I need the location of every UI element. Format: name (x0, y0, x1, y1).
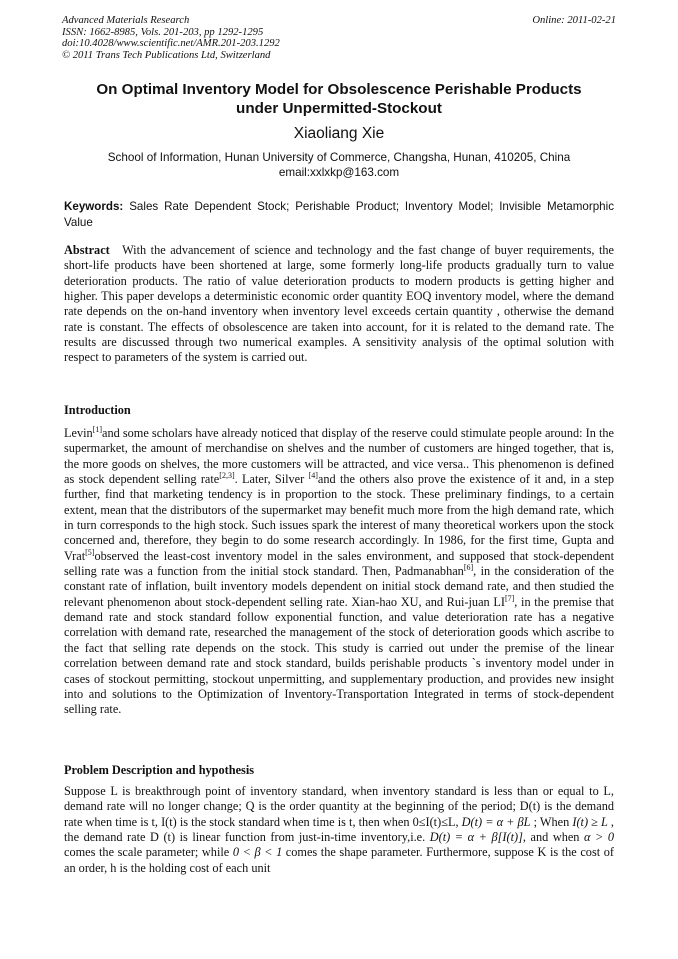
issn: ISSN: 1662-8985, Vols. 201-203, pp 1292-1295 (62, 26, 264, 38)
citation: [4] (308, 471, 318, 481)
problem-text: ; When (530, 814, 573, 829)
introduction-heading: Introduction (64, 403, 131, 417)
author-name: Xiaoliang Xie (293, 125, 385, 142)
problem-text: , the demand rate D (t) is linear function from just-in-time inventory,i.e. (64, 814, 614, 845)
problem-text: comes the shape parameter. Furthermore, suppose K is the cost of an order, h is the holding cost of each unit (64, 845, 614, 875)
problem-text: Suppose L is breakthrough point of inventory standard, when inventory standard is less than or equal to L, demand rate will no longer change; Q is the order quantity at the beginning of the period; D(t) is the demand rate when time is t, I(t) is the stock standard when time is t, then when 0≤I(t)≤L, (64, 784, 614, 829)
problem-paragraph (64, 784, 614, 876)
equation: α > 0 (584, 830, 614, 845)
citation: [2,3] (219, 471, 235, 481)
intro-text: observed the least-cost inventory model in the sales environment, and supposed that stock-dependent selling rate was a function from the initial stock standard. Then, Padmanabhan (64, 548, 614, 579)
citation: [5] (85, 547, 95, 557)
keywords (64, 199, 614, 230)
intro-text: , in the premise that demand rate and stock standard follow exponential function, and value deterioration rate has a negative correlation with demand rate, researched the management of the stock of deterioration goods which ascribe to the fact that selling rate depends on the stock. This study is carried out under the premise of the linear correlation between demand rate and stock standard, builds perishable products `s inventory model under in cases of stockout permitting, stockout unpermitting, and supplementary production, and provides new insight into and solutions to the Optimization of Inventory-Transportation Integrated in terms of stock-dependent selling rate. (64, 594, 614, 717)
affiliation: School of Information, Hunan University of Commerce, Changsha, Hunan, 410205, China (107, 151, 571, 164)
copyright: © 2011 Trans Tech Publications Ltd, Switzerland (62, 49, 271, 61)
affiliation-block (60, 150, 618, 180)
citation: [6] (463, 563, 474, 573)
equation: I(t) ≥ L (572, 814, 608, 829)
email: email:xxlxkp@163.com (278, 166, 400, 179)
paper-title (60, 80, 618, 118)
page-header (62, 15, 616, 61)
citation: [1] (92, 425, 103, 434)
citation: [7] (504, 593, 515, 603)
abstract (64, 243, 614, 366)
intro-text: and some scholars have already noticed that display of the reserve could stimulate people around: In the supermarket, the amount of merchandise on shelves and the number of customers are hinged together, that is, the more goods on shelves, the more customers will be attracted, and vice versa.. This phenomenon is defined as stock dependent selling rate (64, 426, 614, 487)
problem-text: , and when (522, 830, 584, 845)
equation: D(t) = α + βL (461, 814, 531, 829)
intro-text: , in the consideration of the constant rate of inflation, built inventory models dependent on initial stock demand rate, and then studied the relevant phenomenon about stock-dependent selling rate. Xian-hao XU, and Rui-juan LI (64, 564, 615, 609)
equation: D(t) = α + β[I(t)] (429, 830, 523, 845)
introduction-paragraph (64, 426, 614, 718)
keywords-text: Sales Rate Dependent Stock; Perishable Product; Inventory Model; Invisible Metamorphic Value (64, 200, 614, 229)
intro-text: and the others also prove the existence of it and, in a step further, find that marketing tendency is in proportion to the stock. These preliminary findings, to a certain extent, mean that the distributors of the supermarket may benefit much more from the high demand rate, which in turn corresponds to the high stock. Such issues spark the interest of many theoretical workers upon the stock concerned and, therefore, they begin to do some research accordingly. In 1986, for the first time, Gupta and Vrat (64, 472, 614, 563)
equation: 0 < β < 1 (232, 845, 283, 860)
online-date: Online: 2011-02-21 (532, 15, 616, 26)
intro-text: . Later, Silver (234, 472, 309, 487)
doi: doi:10.4028/www.scientific.net/AMR.201-203.1292 (62, 38, 280, 50)
keywords-label: Keywords: (64, 200, 124, 213)
title-line-2: under Unpermitted-Stockout (236, 100, 442, 117)
problem-text: comes the scale parameter; while (64, 845, 233, 860)
problem-heading: Problem Description and hypothesis (64, 763, 255, 777)
title-line-1: On Optimal Inventory Model for Obsolescence Perishable Products (96, 81, 582, 98)
abstract-label: Abstract (64, 243, 110, 257)
journal-name: Advanced Materials Research (62, 15, 190, 26)
abstract-text: With the advancement of science and technology and the fast change of buyer requirements, the short-life products have been shortened at large, some formerly long-life products gradually turn to value deterioration products. The ratio of value deterioration products to modern products is getting higher and higher. This paper develops a deterministic economic order quantity EOQ inventory model, where the demand rate depends on the on-hand inventory when inventory level exceeds certain quantity , otherwise the demand rate is constant. The effects of obsolescence are taken into account, for it is related to the demand rate. The results are discussed through two numerical examples. A sensitivity analysis of the optimal solution with respect to parameters of the system is carried out. (64, 243, 614, 365)
intro-text: Levin (64, 426, 93, 440)
